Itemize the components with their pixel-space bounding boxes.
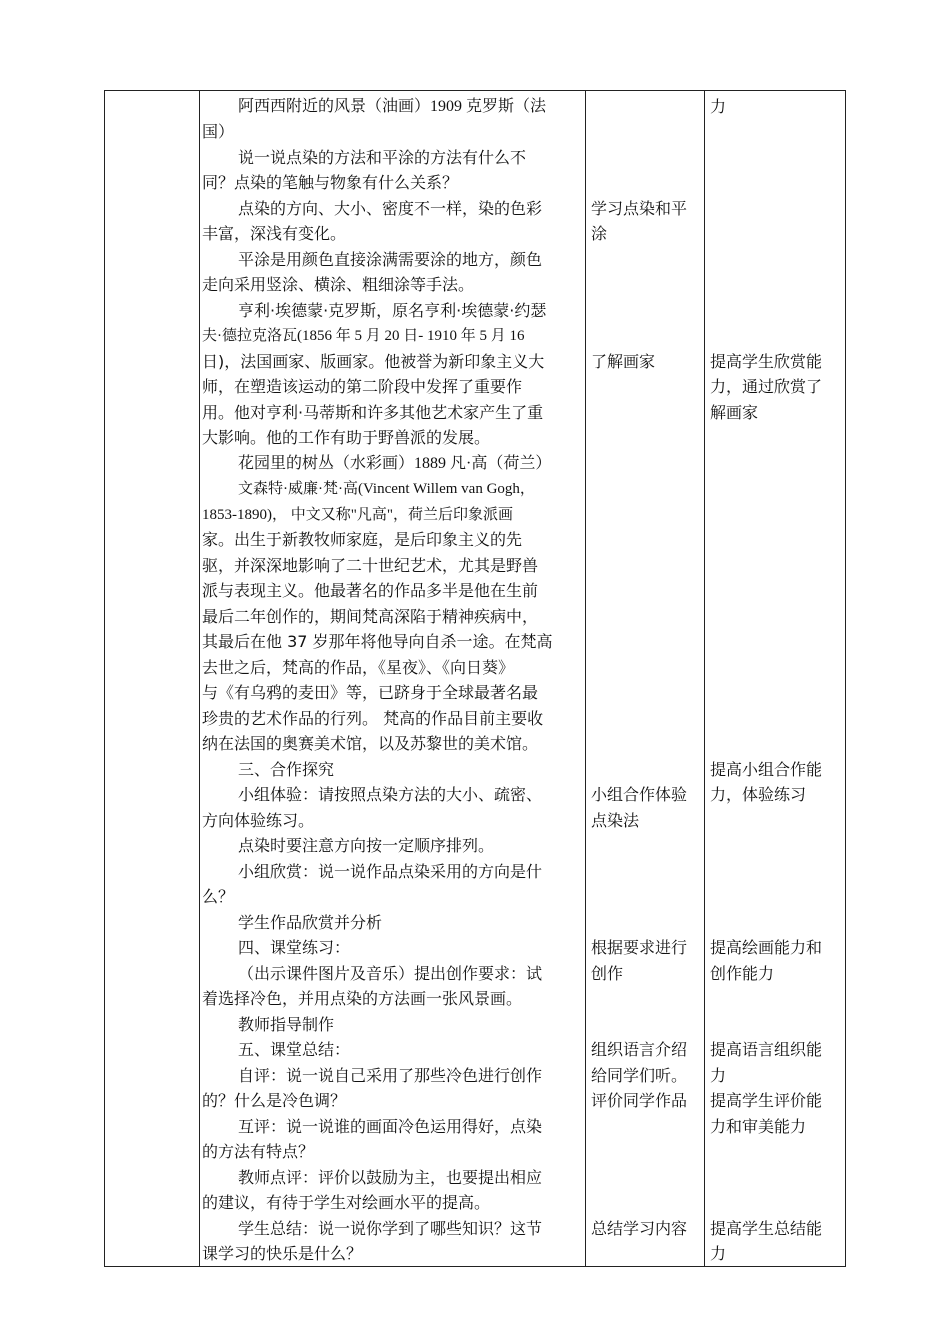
column-divider [199, 91, 200, 1266]
content-line: 用。他对亨利·马蒂斯和许多其他艺术家产生了重 [202, 403, 544, 422]
purpose-line: 提高学生欣赏能 [710, 352, 823, 371]
content-line: 的？什么是冷色调？ [202, 1091, 347, 1110]
section-heading: 五、课堂总结： [238, 1040, 351, 1059]
content-line: 驱，并深深地影响了二十世纪艺术，尤其是野兽 [202, 556, 539, 575]
content-line: 说一说点染的方法和平涂的方法有什么不 [238, 148, 527, 167]
purpose-line: 提高小组合作能 [710, 760, 823, 779]
activity-line: 点染法 [591, 811, 640, 830]
content-line: 教师指导制作 [238, 1015, 335, 1034]
content-line: 派与表现主义。他最著名的作品多半是他在生前 [202, 581, 539, 600]
content-line: 文森特·威廉·梵·高(Vincent Willem van Gogh， [238, 481, 535, 497]
content-line: 珍贵的艺术作品的行列。 梵高的作品目前主要收 [202, 709, 544, 728]
content-line: 点染的方向、大小、密度不一样，染的色彩 [238, 199, 543, 218]
purpose-line: 解画家 [710, 403, 759, 422]
content-line: 方向体验练习。 [202, 811, 315, 830]
purpose-line: 力 [710, 97, 727, 116]
content-line: 学生作品欣赏并分析 [238, 913, 383, 932]
content-line: 同？点染的笔触与物象有什么关系？ [202, 173, 459, 192]
content-line: 的建议，有待于学生对绘画水平的提高。 [202, 1193, 491, 1212]
activity-line: 小组合作体验 [591, 785, 688, 804]
content-line: 其最后在他 37 岁那年将他导向自杀一途。在梵高 [202, 632, 553, 651]
purpose-line: 力，体验练习 [710, 785, 807, 804]
content-line: 日)，法国画家、版画家。他被誉为新印象主义大 [202, 352, 545, 371]
content-line: 平涂是用颜色直接涂满需要涂的地方，颜色 [238, 250, 543, 269]
purpose-line: 提高绘画能力和 [710, 938, 823, 957]
content-line: 国） [202, 122, 235, 141]
content-line: 亨利·埃德蒙·克罗斯，原名亨利·埃德蒙·约瑟 [238, 301, 547, 320]
content-line: 纳在法国的奥赛美术馆，以及苏黎世的美术馆。 [202, 734, 539, 753]
content-line: 阿西西附近的风景（油画）1909 克罗斯（法 [238, 98, 547, 115]
activity-line: 了解画家 [591, 352, 656, 371]
content-column [202, 91, 585, 1266]
purpose-column [710, 91, 842, 1266]
column-divider [704, 91, 705, 1266]
content-line: 小组欣赏：说一说作品点染采用的方向是什 [238, 862, 543, 881]
activity-line: 组织语言介绍 [591, 1040, 688, 1059]
activity-line: 给同学们听。 [591, 1066, 688, 1085]
content-line: 小组体验：请按照点染方法的大小、疏密、 [238, 785, 543, 804]
content-line: 去世之后，梵高的作品，《星夜》、《向日葵》 [202, 658, 515, 677]
content-line: 与《有乌鸦的麦田》等，已跻身于全球最著名最 [202, 683, 539, 702]
content-line: （出示课件图片及音乐）提出创作要求：试 [238, 964, 543, 983]
content-line: 互评：说一说谁的画面冷色运用得好，点染 [238, 1117, 543, 1136]
content-line: 着选择冷色，并用点染的方法画一张风景画。 [202, 989, 523, 1008]
content-line: 丰富，深浅有变化。 [202, 224, 347, 243]
content-line: 点染时要注意方向按一定顺序排列。 [238, 836, 495, 855]
activity-column [591, 91, 701, 1266]
content-line: 教师点评：评价以鼓励为主，也要提出相应 [238, 1168, 543, 1187]
purpose-line: 创作能力 [710, 964, 775, 983]
purpose-line: 力和审美能力 [710, 1117, 807, 1136]
content-line: 夫·德拉克洛瓦(1856 年 5 月 20 日- 1910 年 5 月 16 [202, 328, 525, 344]
purpose-line: 力，通过欣赏了 [710, 377, 823, 396]
purpose-line: 提高学生评价能 [710, 1091, 823, 1110]
activity-line: 总结学习内容 [591, 1219, 688, 1238]
purpose-line: 提高学生总结能 [710, 1219, 823, 1238]
content-line: 家。出生于新教牧师家庭，是后印象主义的先 [202, 530, 523, 549]
activity-line: 涂 [591, 224, 608, 243]
activity-line: 评价同学作品 [591, 1091, 688, 1110]
purpose-line: 提高语言组织能 [710, 1040, 823, 1059]
section-heading: 三、合作探究 [238, 760, 335, 779]
content-line: 么？ [202, 887, 235, 906]
content-line: 学生总结：说一说你学到了哪些知识？这节 [238, 1219, 543, 1238]
activity-line: 创作 [591, 964, 624, 983]
content-line: 师，在塑造该运动的第二阶段中发挥了重要作 [202, 377, 523, 396]
purpose-line: 力 [710, 1244, 727, 1263]
content-line: 1853-1890)， 中文又称"凡高"，荷兰后印象派画 [202, 507, 513, 523]
purpose-line: 力 [710, 1066, 727, 1085]
content-line: 的方法有特点？ [202, 1142, 315, 1161]
content-line: 花园里的树丛（水彩画）1889 凡·高（荷兰） [238, 455, 552, 472]
activity-line: 根据要求进行 [591, 938, 688, 957]
column-divider [585, 91, 586, 1266]
content-line: 最后二年创作的，期间梵高深陷于精神疾病中， [202, 607, 539, 626]
lesson-table [104, 90, 846, 1267]
content-line: 自评：说一说自己采用了那些冷色进行创作 [238, 1066, 543, 1085]
content-line: 大影响。他的工作有助于野兽派的发展。 [202, 428, 491, 447]
activity-line: 学习点染和平 [591, 199, 688, 218]
section-heading: 四、课堂练习： [238, 938, 351, 957]
content-line: 走向采用竖涂、横涂、粗细涂等手法。 [202, 275, 475, 294]
content-line: 课学习的快乐是什么？ [202, 1244, 363, 1263]
